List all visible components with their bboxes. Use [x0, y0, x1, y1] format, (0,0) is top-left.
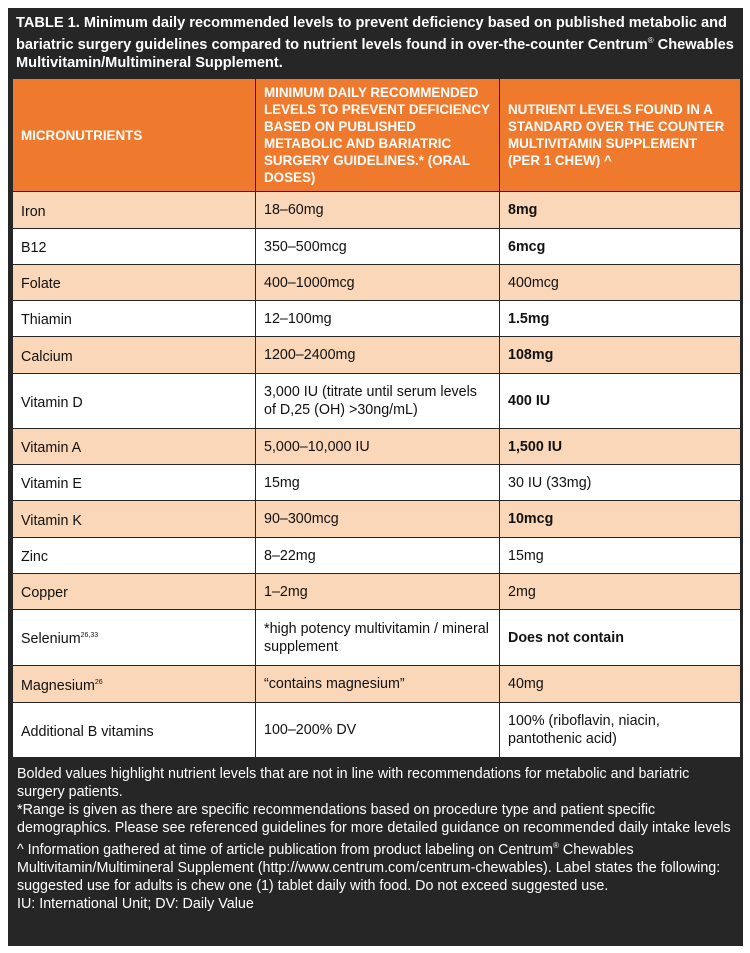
nutrient-name: Vitamin D — [13, 374, 256, 429]
minimum-level: 5,000–10,000 IU — [256, 429, 500, 465]
header-nutrient-levels: NUTRIENT LEVELS FOUND IN A STANDARD OVER THE COUNTER MULTIVITAMIN SUPPLEMENT (PER 1 CHEW) ^ — [500, 79, 741, 192]
nutrient-name: Magnesium$^{26}$ — [13, 666, 256, 703]
nutrient-name: B12 — [13, 229, 256, 265]
table-row — [13, 301, 741, 337]
table-row — [13, 574, 741, 610]
note-info: ^ Information gathered at time of article publication from product labeling on Centrum® Chewables Multivitamin/Multimineral Supplement (http://www.centrum.com/centrum-chewables). Label states the following: suggested use for adults is chew one (1) tablet daily with food. Do not exceed suggested use. — [17, 841, 721, 894]
found-level: 40mg — [500, 666, 741, 703]
minimum-level: 400–1000mcg — [256, 265, 500, 301]
found-level: 1,500 IU — [500, 429, 741, 465]
found-level: 8mg — [500, 192, 741, 229]
table-row — [13, 465, 741, 501]
found-level: 2mg — [500, 574, 741, 610]
found-level: 108mg — [500, 337, 741, 374]
nutrient-name: Vitamin E — [13, 465, 256, 501]
minimum-level: 15mg — [256, 465, 500, 501]
table-row — [13, 703, 741, 758]
table-row — [13, 429, 741, 465]
header-minimum-recommended: MINIMUM DAILY RECOMMENDED LEVELS TO PREVENT DEFICIENCY BASED ON PUBLISHED METABOLIC AND BARIATRIC SURGERY GUIDELINES.* (ORAL DOSES) — [256, 79, 500, 192]
table-row — [13, 192, 741, 229]
table-frame — [8, 8, 743, 946]
minimum-level: 8–22mg — [256, 538, 500, 574]
nutrient-name: Iron — [13, 192, 256, 229]
header-row — [13, 79, 741, 192]
table-row — [13, 229, 741, 265]
found-level: 400mcg — [500, 265, 741, 301]
found-level: 30 IU (33mg) — [500, 465, 741, 501]
found-level: Does not contain — [500, 610, 741, 666]
minimum-level: 100–200% DV — [256, 703, 500, 758]
header-micronutrients: MICRONUTRIENTS — [13, 79, 256, 192]
table-row — [13, 610, 741, 666]
nutrient-name: Vitamin A — [13, 429, 256, 465]
nutrient-name: Copper — [13, 574, 256, 610]
nutrient-name: Additional B vitamins — [13, 703, 256, 758]
table-title: TABLE 1. Minimum daily recommended levels to prevent deficiency based on published metabolic and bariatric surgery guidelines compared to nutrient levels found in over-the-counter Centrum® Chewables Multivitamin/Multimineral Supplement. — [16, 15, 734, 71]
nutrient-table — [12, 78, 741, 758]
found-level: 10mcg — [500, 501, 741, 538]
footnotes — [17, 765, 735, 913]
minimum-level: 1200–2400mg — [256, 337, 500, 374]
table-row — [13, 538, 741, 574]
table-row — [13, 501, 741, 538]
found-level: 6mcg — [500, 229, 741, 265]
found-level: 400 IU — [500, 374, 741, 429]
minimum-level: 12–100mg — [256, 301, 500, 337]
nutrient-name: Vitamin K — [13, 501, 256, 538]
table-row — [13, 666, 741, 703]
nutrient-name: Calcium — [13, 337, 256, 374]
nutrient-name: Selenium$^{26,33}$ — [13, 610, 256, 666]
table-row — [13, 265, 741, 301]
table-row — [13, 374, 741, 429]
minimum-level: “contains magnesium” — [256, 666, 500, 703]
nutrient-name: Thiamin — [13, 301, 256, 337]
minimum-level: *high potency multivitamin / mineral supplement — [256, 610, 500, 666]
minimum-level: 3,000 IU (titrate until serum levels of D,25 (OH) >30ng/mL) — [256, 374, 500, 429]
found-level: 100% (riboflavin, niacin, pantothenic acid) — [500, 703, 741, 758]
found-level: 1.5mg — [500, 301, 741, 337]
note-abbreviations: IU: International Unit; DV: Daily Value — [17, 895, 254, 912]
nutrient-name: Zinc — [13, 538, 256, 574]
minimum-level: 18–60mg — [256, 192, 500, 229]
minimum-level: 350–500mcg — [256, 229, 500, 265]
note-bolded: Bolded values highlight nutrient levels that are not in line with recommendations for metabolic and bariatric surgery patients. — [17, 766, 690, 800]
table-row — [13, 337, 741, 374]
note-range: *Range is given as there are specific recommendations based on procedure type and patient specific demographics. Please see referenced guidelines for more detailed guidance on recommended daily intake levels — [17, 802, 731, 836]
minimum-level: 90–300mcg — [256, 501, 500, 538]
nutrient-name: Folate — [13, 265, 256, 301]
found-level: 15mg — [500, 538, 741, 574]
minimum-level: 1–2mg — [256, 574, 500, 610]
